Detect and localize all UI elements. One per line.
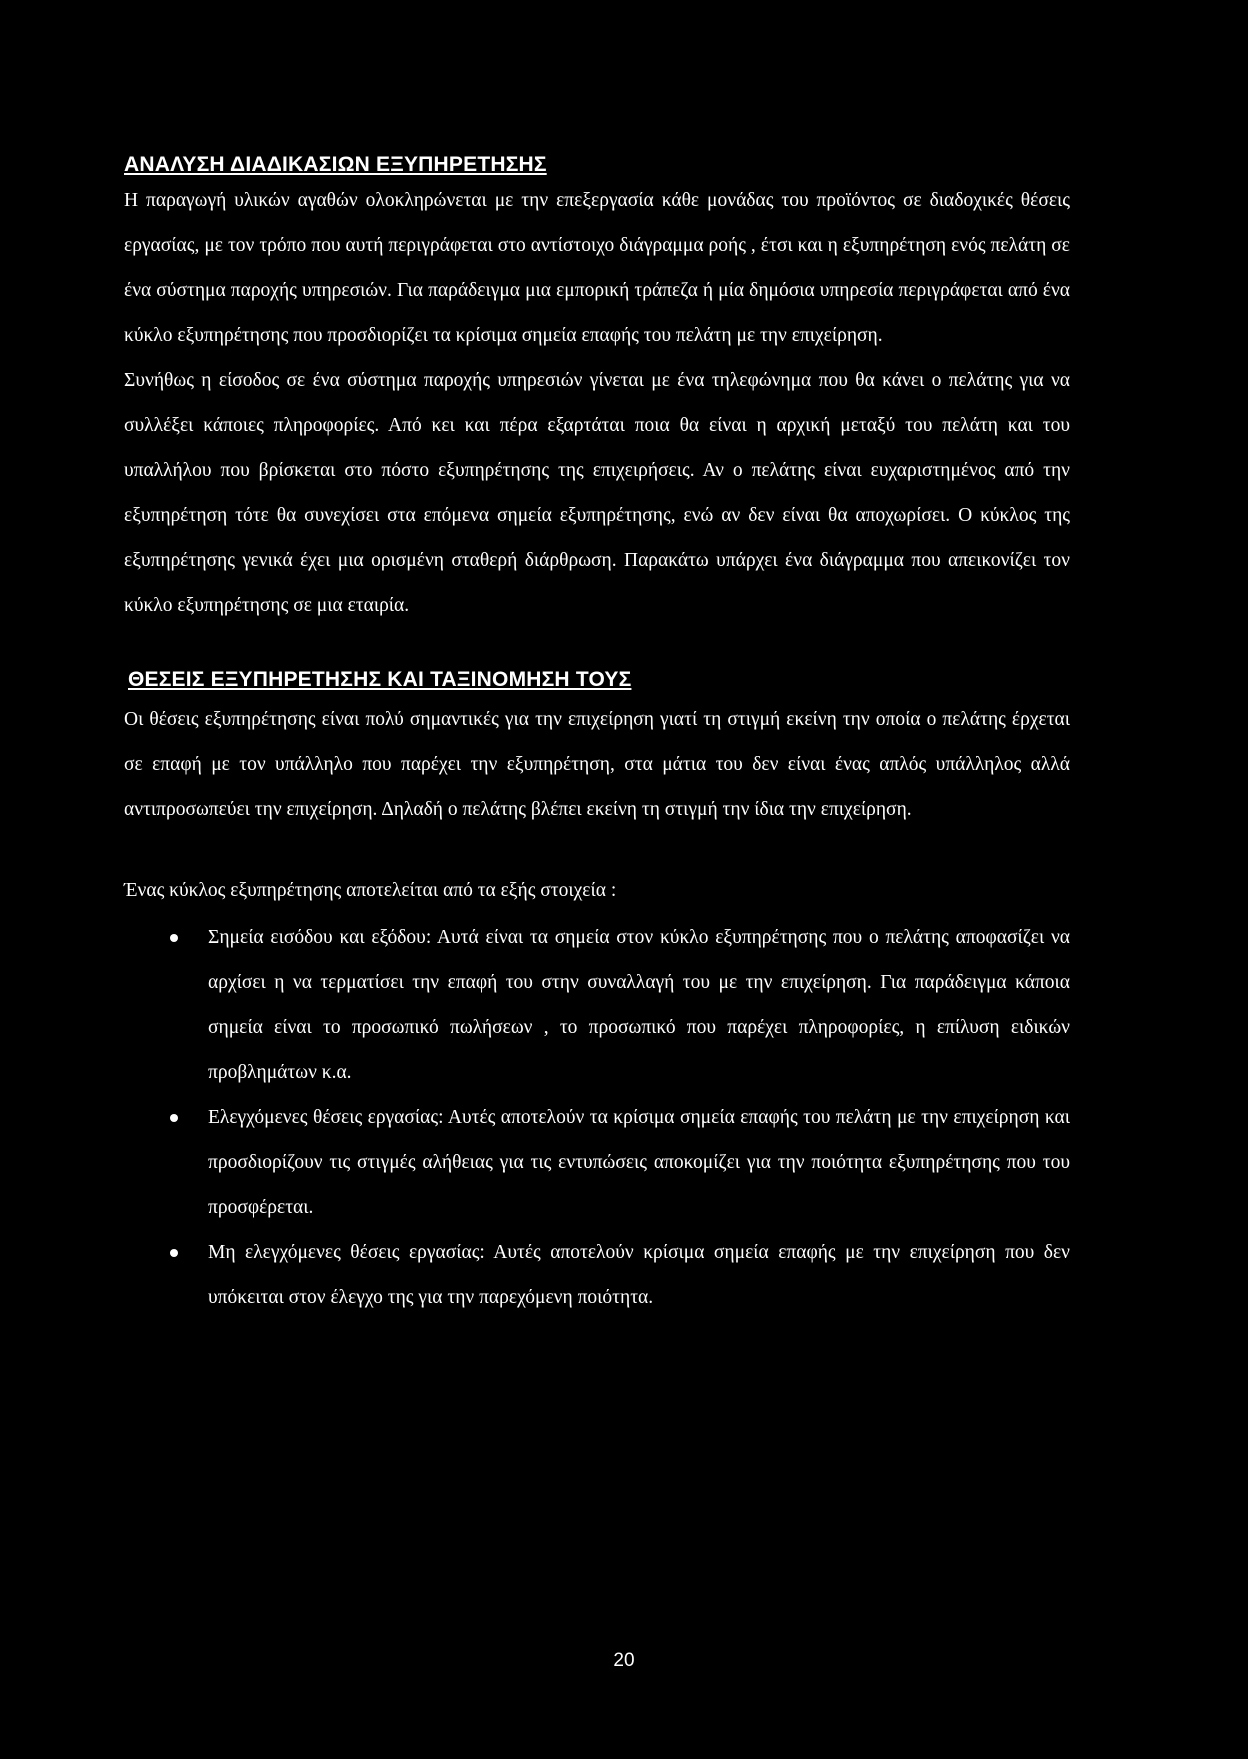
document-page xyxy=(124,152,1070,1320)
list-item-text: Ελεγχόμενες θέσεις εργασίας: Αυτές αποτελούν τα κρίσιμα σημεία επαφής του πελάτη με την επιχείρηση και προσδιορίζουν τις στιγμές αλήθειας για τις εντυπώσεις αποκομίζει για την ποιότητα εξυπηρέτησης που του προσφέρεται. xyxy=(208,1107,1070,1218)
list-item xyxy=(124,1095,1070,1230)
section-title-service-positions: ΘΕΣΕΙΣ ΕΞΥΠΗΡΕΤΗΣΗΣ ΚΑΙ ΤΑΞΙΝΟΜΗΣΗ ΤΟΥΣ xyxy=(128,668,632,691)
paragraph-production-analogy: Η παραγωγή υλικών αγαθών ολοκληρώνεται με την επεξεργασία κάθε μονάδας του προϊόντος σε διαδοχικές θέσεις εργασίας, με τον τρόπο που αυτή περιγράφεται στο αντίστοιχο διάγραμμα ροής , έτσι και η εξυπηρέτηση ενός πελάτη σε ένα σύστημα παροχής υπηρεσιών. Για παράδειγμα μια εμπορική τράπεζα ή μία δημόσια υπηρεσία περιγράφεται από ένα κύκλο εξυπηρέτησης που προσδιορίζει τα κρίσιμα σημεία επαφής του πελάτη με την επιχείρηση. xyxy=(124,190,1070,346)
paragraph-service-entry: Συνήθως η είσοδος σε ένα σύστημα παροχής υπηρεσιών γίνεται με ένα τηλεφώνημα που θα κάνει ο πελάτης για να συλλέξει κάποιες πληροφορίες. Από κει και πέρα εξαρτάται ποια θα είναι η αρχική μεταξύ του πελάτη και του υπαλλήλου που βρίσκεται στο πόστο εξυπηρέτησης της επιχειρήσεις. Αν ο πελάτης είναι ευχαριστημένος από την εξυπηρέτηση τότε θα συνεχίσει στα επόμενα σημεία εξυπηρέτησης, ενώ αν δεν είναι θα αποχωρίσει. Ο κύκλος της εξυπηρέτησης γενικά έχει μια ορισμένη σταθερή διάρθρωση. Παρακάτω υπάρχει ένα διάγραμμα που απεικονίζει τον κύκλο εξυπηρέτησης σε μια εταιρία. xyxy=(124,370,1070,616)
service-cycle-elements-list xyxy=(124,915,1070,1320)
list-item-text: Μη ελεγχόμενες θέσεις εργασίας: Αυτές αποτελούν κρίσιμα σημεία επαφής με την επιχείρηση που δεν υπόκειται στον έλεγχο της για την παρεχόμενη ποιότητα. xyxy=(208,1242,1070,1308)
bullet-icon xyxy=(170,1249,178,1257)
list-item-text: Σημεία εισόδου και εξόδου: Αυτά είναι τα σημεία στον κύκλο εξυπηρέτησης που ο πελάτης αποφασίζει να αρχίσει η να τερματίσει την επαφή του στην συναλλαγή του με την επιχείρηση. Για παράδειγμα κάποια σημεία είναι το προσωπικό πωλήσεων , το προσωπικό που παρέχει πληροφορίες, η επίλυση ειδικών προβλημάτων κ.α. xyxy=(208,927,1070,1083)
page-number: 20 xyxy=(613,1650,635,1671)
service-cycle-intro: Ένας κύκλος εξυπηρέτησης αποτελείται από τα εξής στοιχεία : xyxy=(124,880,617,901)
bullet-icon xyxy=(170,1114,178,1122)
list-item xyxy=(124,1230,1070,1320)
section-title-service-process-analysis: ΑΝΑΛΥΣΗ ΔΙΑΔΙΚΑΣΙΩΝ ΕΞΥΠΗΡΕΤΗΣΗΣ xyxy=(124,153,547,176)
paragraph-service-positions-importance: Οι θέσεις εξυπηρέτησης είναι πολύ σημαντικές για την επιχείρηση γιατί τη στιγμή εκείνη την οποία ο πελάτης έρχεται σε επαφή με τον υπάλληλο που παρέχει την εξυπηρέτηση, στα μάτια του δεν είναι ένας απλός υπάλληλος αλλά αντιπροσωπεύει την επιχείρηση. Δηλαδή ο πελάτης βλέπει εκείνη τη στιγμή την ίδια την επιχείρηση. xyxy=(124,709,1070,820)
list-item xyxy=(124,915,1070,1095)
bullet-icon xyxy=(170,934,178,942)
